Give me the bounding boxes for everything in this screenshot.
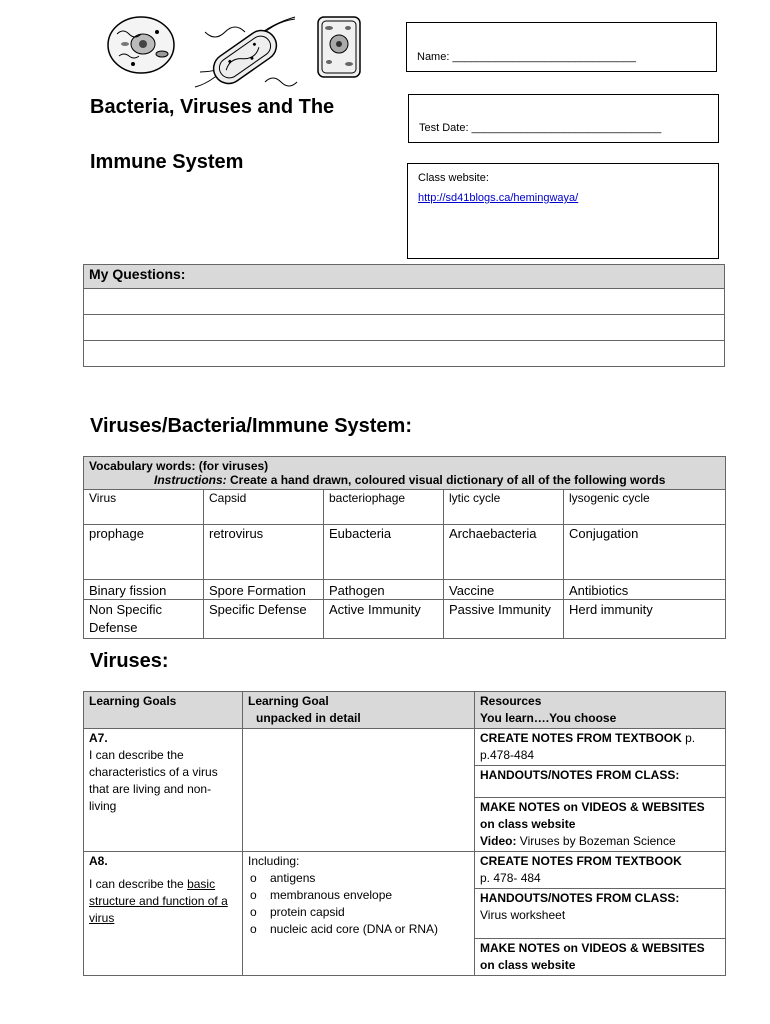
a7-video-text: Viruses by Bozeman Science bbox=[516, 834, 676, 848]
col-goal-unpacked-line1: Learning Goal bbox=[248, 694, 329, 708]
list-item: o membranous envelope bbox=[248, 887, 469, 904]
a7-resource-textbook-pages: p. p.478-484 bbox=[480, 731, 696, 762]
instructions-label: Instructions: bbox=[154, 473, 227, 487]
list-item: o antigens bbox=[248, 870, 469, 887]
col-goal-unpacked bbox=[243, 692, 475, 729]
vocabulary-heading: Vocabulary words: (for viruses) bbox=[89, 459, 269, 473]
a7-resource-videos bbox=[475, 798, 726, 852]
vocab-word: Pathogen bbox=[324, 580, 444, 600]
a7-resource-handouts: HANDOUTS/NOTES FROM CLASS: bbox=[475, 766, 726, 798]
vocab-word: lysogenic cycle bbox=[564, 490, 726, 525]
test-date-label: Test Date: _______________________________ bbox=[419, 122, 662, 134]
my-questions-table bbox=[83, 264, 725, 367]
a8-resource-textbook bbox=[475, 852, 726, 889]
name-field-box[interactable] bbox=[406, 22, 717, 72]
goal-a8-code: A8. bbox=[89, 854, 108, 868]
vocab-word: retrovirus bbox=[204, 525, 324, 580]
class-website-label: Class website: bbox=[418, 172, 489, 184]
vocab-word: Eubacteria bbox=[324, 525, 444, 580]
vocab-word: Spore Formation bbox=[204, 580, 324, 600]
vocab-word: Archaebacteria bbox=[444, 525, 564, 580]
col-learning-goals: Learning Goals bbox=[84, 692, 243, 729]
a7-resource-videos-label: MAKE NOTES on VIDEOS & WEBSITES on class website bbox=[480, 800, 705, 831]
vocab-word: Antibiotics bbox=[564, 580, 726, 600]
a7-video-label: Video: bbox=[480, 834, 517, 848]
a8-resource-textbook-pages: p. 478- 484 bbox=[480, 871, 541, 885]
col-goal-unpacked-line2: unpacked in detail bbox=[256, 711, 361, 725]
learning-goals-table bbox=[83, 691, 726, 976]
instructions-text: Create a hand drawn, coloured visual dictionary of all of the following words bbox=[226, 473, 666, 487]
goal-a7-text: I can describe the characteristics of a virus that are living and non-living bbox=[89, 748, 218, 813]
col-resources-line2: You learn….You choose bbox=[480, 711, 617, 725]
section-heading-viruses: Viruses: bbox=[90, 650, 169, 672]
section-heading-immune: Viruses/Bacteria/Immune System: bbox=[90, 415, 413, 437]
vocabulary-header bbox=[84, 457, 726, 490]
vocabulary-table bbox=[83, 456, 726, 639]
a8-resource-textbook-label: CREATE NOTES FROM TEXTBOOK bbox=[480, 854, 682, 868]
vocab-word: Binary fission bbox=[84, 580, 204, 600]
col-resources-line1: Resources bbox=[480, 694, 542, 708]
a7-resource-textbook-label: CREATE NOTES FROM TEXTBOOK bbox=[480, 731, 682, 745]
goal-a7 bbox=[84, 729, 243, 852]
a8-resource-videos: MAKE NOTES on VIDEOS & WEBSITES on class website bbox=[475, 939, 726, 976]
question-row[interactable] bbox=[84, 315, 725, 341]
vocab-word: Non Specific Defense bbox=[84, 600, 204, 639]
vocab-word: Specific Defense bbox=[204, 600, 324, 639]
col-resources bbox=[475, 692, 726, 729]
goal-a8 bbox=[84, 852, 243, 976]
goal-a8-text-prefix: I can describe the bbox=[89, 877, 188, 891]
a8-resource-handouts-text: Virus worksheet bbox=[480, 908, 566, 922]
vocab-word: Virus bbox=[84, 490, 204, 525]
class-website-box bbox=[407, 163, 719, 259]
animal-cell-illustration bbox=[105, 14, 177, 76]
list-item: o nucleic acid core (DNA or RNA) bbox=[248, 921, 469, 938]
test-date-box[interactable] bbox=[408, 94, 719, 143]
vocab-word: Capsid bbox=[204, 490, 324, 525]
title-line-2: Immune System bbox=[90, 151, 244, 173]
list-item: o protein capsid bbox=[248, 904, 469, 921]
name-label: Name: ______________________________ bbox=[417, 51, 636, 63]
question-row[interactable] bbox=[84, 289, 725, 315]
vocab-word: Active Immunity bbox=[324, 600, 444, 639]
a7-resource-textbook bbox=[475, 729, 726, 766]
goal-a7-detail[interactable] bbox=[243, 729, 475, 852]
vocab-word: Conjugation bbox=[564, 525, 726, 580]
goal-a8-text-underlined: basic structure and function of a virus bbox=[89, 877, 228, 925]
class-website-link[interactable]: http://sd41blogs.ca/hemingwaya/ bbox=[418, 192, 579, 204]
vocab-word: bacteriophage bbox=[324, 490, 444, 525]
goal-a8-detail bbox=[243, 852, 475, 976]
bacterium-illustration bbox=[190, 12, 300, 92]
a8-resource-handouts-label: HANDOUTS/NOTES FROM CLASS: bbox=[480, 891, 680, 905]
vocab-word: Herd immunity bbox=[564, 600, 726, 639]
including-label: Including: bbox=[248, 854, 300, 868]
vocab-word: Vaccine bbox=[444, 580, 564, 600]
question-row[interactable] bbox=[84, 341, 725, 367]
title-line-1: Bacteria, Viruses and The bbox=[90, 96, 335, 118]
vocab-word: lytic cycle bbox=[444, 490, 564, 525]
plant-cell-illustration bbox=[315, 14, 363, 80]
a8-structure-list bbox=[248, 870, 469, 938]
vocab-word: Passive Immunity bbox=[444, 600, 564, 639]
goal-a7-code: A7. bbox=[89, 731, 108, 745]
a8-resource-handouts bbox=[475, 889, 726, 939]
vocab-word: prophage bbox=[84, 525, 204, 580]
my-questions-heading: My Questions: bbox=[84, 265, 725, 289]
